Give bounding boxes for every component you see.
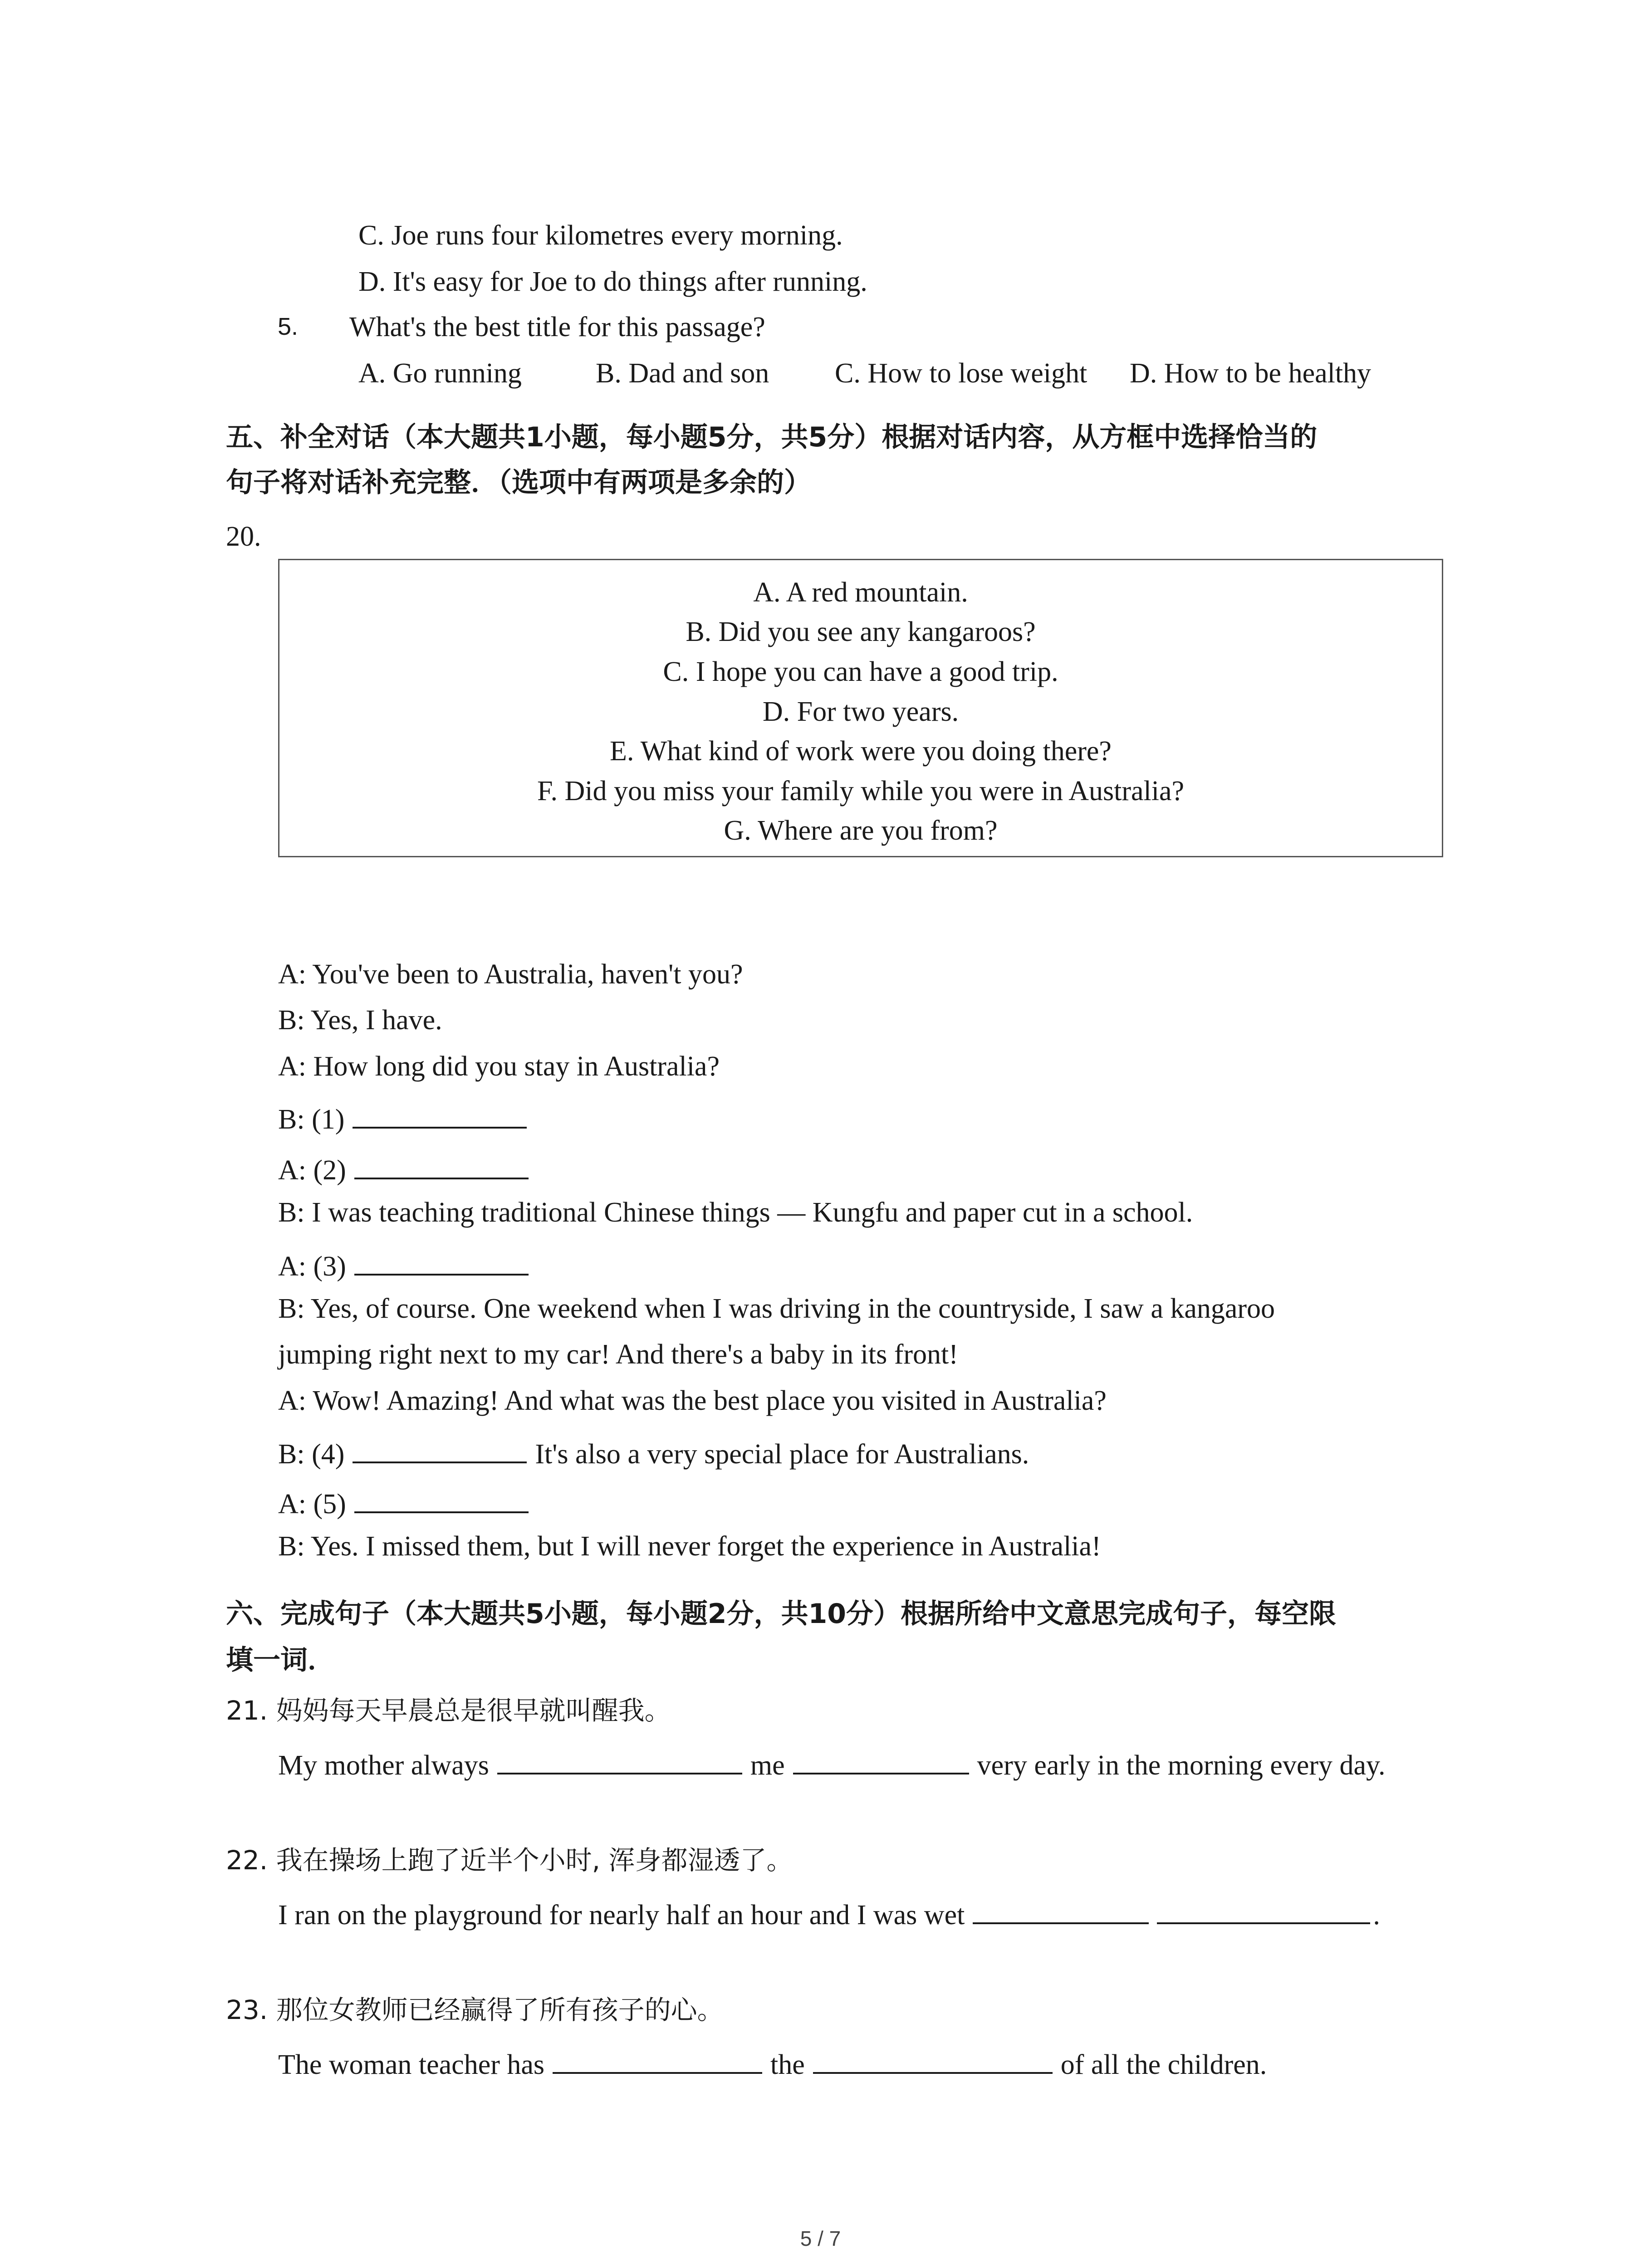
question-23-chinese: 23. 那位女教师已经赢得了所有孩子的心。 bbox=[226, 1994, 724, 2025]
q23-blank-1[interactable] bbox=[553, 2047, 762, 2074]
answer-blank-1[interactable] bbox=[353, 1101, 527, 1129]
dialogue-line: B: Yes, I have. bbox=[278, 1005, 442, 1036]
sentence-text: very early in the morning every day. bbox=[977, 1750, 1386, 1781]
section5-heading-line2: 句子将对话补充完整．（选项中有两项是多余的） bbox=[226, 467, 811, 499]
page-number: 5 / 7 bbox=[800, 2227, 841, 2250]
dialogue-text: It's also a very special place for Australians. bbox=[535, 1439, 1029, 1470]
dialogue-label: B: (4) bbox=[278, 1439, 345, 1470]
q5-option-d: D. How to be healthy bbox=[1130, 358, 1372, 389]
section5-heading-line1: 五、补全对话（本大题共1小题，每小题5分，共5分）根据对话内容，从方框中选择恰当的 bbox=[226, 421, 1318, 453]
dialogue-label: B: (1) bbox=[278, 1104, 345, 1135]
dialogue-line: A: Wow! Amazing! And what was the best place you visited in Australia? bbox=[278, 1385, 1107, 1416]
answer-blank-2[interactable] bbox=[354, 1152, 529, 1179]
q21-blank-1[interactable] bbox=[497, 1747, 742, 1774]
option-g: G. Where are you from? bbox=[724, 815, 998, 846]
option-c: C. I hope you can have a good trip. bbox=[663, 656, 1058, 687]
question-21-chinese: 21. 妈妈每天早晨总是很早就叫醒我。 bbox=[226, 1695, 671, 1726]
options-box bbox=[278, 559, 1443, 857]
q5-question: What's the best title for this passage? bbox=[349, 312, 765, 342]
dialogue-line-blank-1 bbox=[278, 1101, 535, 1134]
q23-blank-2[interactable] bbox=[813, 2047, 1053, 2074]
q22-blank-2[interactable] bbox=[1157, 1897, 1370, 1924]
dialogue-line: A: How long did you stay in Australia? bbox=[278, 1051, 720, 1082]
question-23-sentence bbox=[278, 2047, 1267, 2079]
sentence-text: My mother always bbox=[278, 1750, 489, 1781]
q19-option-d: D. It's easy for Joe to do things after running. bbox=[358, 266, 867, 297]
dialogue-line: B: I was teaching traditional Chinese things — Kungfu and paper cut in a school. bbox=[278, 1197, 1193, 1228]
q5-option-b: B. Dad and son bbox=[596, 358, 769, 389]
dialogue-line-blank-2 bbox=[278, 1152, 537, 1184]
option-b: B. Did you see any kangaroos? bbox=[686, 616, 1036, 647]
section6-heading-line1: 六、完成句子（本大题共5小题，每小题2分，共10分）根据所给中文意思完成句子，每空限 bbox=[226, 1598, 1336, 1630]
q5-number: 5. bbox=[278, 313, 299, 340]
sentence-text: . bbox=[1373, 1900, 1380, 1931]
answer-blank-5[interactable] bbox=[354, 1486, 529, 1513]
option-f: F. Did you miss your family while you were in Australia? bbox=[537, 776, 1184, 807]
question-21-sentence bbox=[278, 1747, 1386, 1779]
sentence-text: me bbox=[750, 1750, 785, 1781]
dialogue-line: B: Yes, of course. One weekend when I was driving in the countryside, I saw a kangaroo bbox=[278, 1293, 1275, 1324]
dialogue-line-blank-5 bbox=[278, 1486, 537, 1518]
question-20-number: 20. bbox=[226, 521, 261, 552]
q5-option-c: C. How to lose weight bbox=[835, 358, 1087, 389]
dialogue-line: jumping right next to my car! And there's a baby in its front! bbox=[278, 1339, 958, 1370]
dialogue-label: A: (5) bbox=[278, 1489, 346, 1520]
question-22-chinese: 22. 我在操场上跑了近半个小时, 浑身都湿透了。 bbox=[226, 1845, 793, 1876]
q19-option-c: C. Joe runs four kilometres every morning. bbox=[358, 220, 843, 251]
dialogue-line-blank-4 bbox=[278, 1436, 1029, 1468]
dialogue-line: B: Yes. I missed them, but I will never forget the experience in Australia! bbox=[278, 1531, 1101, 1562]
answer-blank-3[interactable] bbox=[354, 1248, 529, 1276]
dialogue-label: A: (2) bbox=[278, 1155, 346, 1186]
sentence-text: I ran on the playground for nearly half an hour and I was wet bbox=[278, 1900, 965, 1931]
answer-blank-4[interactable] bbox=[353, 1436, 527, 1463]
option-a: A. A red mountain. bbox=[753, 577, 968, 608]
option-d: D. For two years. bbox=[762, 696, 959, 727]
dialogue-label: A: (3) bbox=[278, 1251, 346, 1282]
q21-blank-2[interactable] bbox=[793, 1747, 969, 1774]
question-22-sentence bbox=[278, 1897, 1380, 1929]
q22-blank-1[interactable] bbox=[973, 1897, 1149, 1924]
q5-option-a: A. Go running bbox=[358, 358, 522, 389]
dialogue-line-blank-3 bbox=[278, 1248, 537, 1281]
sentence-text: the bbox=[770, 2049, 805, 2080]
sentence-text: of all the children. bbox=[1060, 2049, 1267, 2080]
dialogue-line: A: You've been to Australia, haven't you? bbox=[278, 959, 743, 990]
sentence-text: The woman teacher has bbox=[278, 2049, 545, 2080]
option-e: E. What kind of work were you doing there? bbox=[610, 736, 1112, 767]
section6-heading-line2: 填一词． bbox=[226, 1644, 335, 1676]
